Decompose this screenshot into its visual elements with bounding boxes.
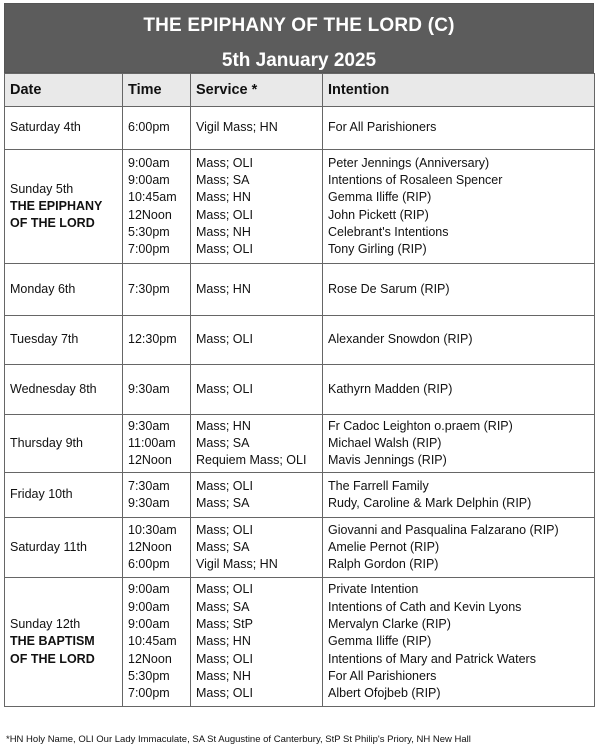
- service-value: Vigil Mass; HN: [196, 120, 278, 135]
- day-label: Saturday 4th: [10, 120, 81, 135]
- table-row: [5, 578, 595, 707]
- service-value: Mass; OLI: [196, 686, 253, 701]
- service-cell: [191, 107, 323, 150]
- service-cell: [191, 473, 323, 518]
- intention-value: For All Parishioners: [328, 120, 437, 135]
- service-value: Requiem Mass; OLI: [196, 453, 307, 468]
- date-cell: [5, 415, 123, 473]
- intention-value: For All Parishioners: [328, 668, 437, 683]
- time-value: 7:00pm: [128, 242, 170, 257]
- time-value: 5:30pm: [128, 224, 170, 239]
- intention-value: Fr Cadoc Leighton o.praem (RIP): [328, 418, 513, 433]
- service-value: Mass; SA: [196, 599, 250, 614]
- feast-label: THE EPIPHANY: [10, 198, 103, 213]
- service-value: Vigil Mass; HN: [196, 557, 278, 572]
- day-label: Sunday 5th: [10, 181, 74, 196]
- table-row: [5, 518, 595, 578]
- title-banner: [4, 3, 594, 73]
- service-value: Mass; OLI: [196, 332, 253, 347]
- time-value: 12Noon: [128, 651, 172, 666]
- col-header-intention: Intention: [323, 74, 595, 107]
- time-value: 12:30pm: [128, 332, 177, 347]
- intention-value: Intentions of Mary and Patrick Waters: [328, 651, 536, 666]
- date-cell: [5, 316, 123, 365]
- intention-cell: [323, 415, 595, 473]
- service-value: Mass; OLI: [196, 582, 253, 597]
- service-cell: [191, 150, 323, 264]
- time-value: 7:30am: [128, 478, 170, 493]
- mass-schedule: [4, 3, 594, 707]
- intention-value: Private Intention: [328, 582, 419, 597]
- intention-value: Giovanni and Pasqualina Falzarano (RIP): [328, 522, 559, 537]
- service-cell: [191, 316, 323, 365]
- time-cell: [123, 150, 191, 264]
- day-label: Saturday 11th: [10, 539, 87, 554]
- service-value: Mass; StP: [196, 617, 253, 632]
- intention-value: Peter Jennings (Anniversary): [328, 155, 490, 170]
- time-value: 12Noon: [128, 207, 172, 222]
- table-row: [5, 264, 595, 316]
- service-value: Mass; OLI: [196, 242, 253, 257]
- intention-value: Rudy, Caroline & Mark Delphin (RIP): [328, 496, 532, 510]
- table-header-row: [5, 74, 595, 107]
- date-cell: [5, 473, 123, 518]
- time-value: 9:00am: [128, 582, 170, 597]
- intention-value: Mervalyn Clarke (RIP): [328, 617, 451, 632]
- table-row: [5, 150, 595, 264]
- table-row: [5, 107, 595, 150]
- time-value: 9:30am: [128, 381, 170, 396]
- day-label: Thursday 9th: [10, 435, 83, 450]
- footnote: *HN Holy Name, OLI Our Lady Immaculate, SA St Augustine of Canterbury, StP St Philip's Priory, NH New Hall: [6, 734, 471, 745]
- table-row: [5, 316, 595, 365]
- service-value: Mass; OLI: [196, 381, 253, 396]
- feast-label: OF THE LORD: [10, 651, 95, 666]
- intention-value: Amelie Pernot (RIP): [328, 539, 440, 554]
- col-header-service: Service *: [191, 74, 323, 107]
- intention-cell: [323, 518, 595, 578]
- time-value: 6:00pm: [128, 557, 170, 572]
- time-value: 11:00am: [128, 435, 176, 450]
- time-value: 12Noon: [128, 539, 172, 554]
- intention-cell: [323, 264, 595, 316]
- intention-value: Gemma Iliffe (RIP): [328, 190, 432, 205]
- time-value: 9:00am: [128, 155, 170, 170]
- service-cell: [191, 578, 323, 707]
- intention-value: Michael Walsh (RIP): [328, 435, 442, 450]
- time-value: 9:30am: [128, 496, 170, 510]
- time-value: 7:30pm: [128, 281, 170, 296]
- page-title: THE EPIPHANY OF THE LORD (C): [143, 15, 455, 36]
- service-cell: [191, 365, 323, 415]
- intention-value: Intentions of Rosaleen Spencer: [328, 172, 503, 187]
- service-value: Mass; NH: [196, 224, 251, 239]
- day-label: Friday 10th: [10, 487, 73, 502]
- day-label: Monday 6th: [10, 281, 76, 296]
- intention-value: Mavis Jennings (RIP): [328, 453, 447, 468]
- time-value: 5:30pm: [128, 668, 170, 683]
- intention-value: Tony Girling (RIP): [328, 242, 427, 257]
- date-cell: [5, 518, 123, 578]
- service-value: Mass; OLI: [196, 478, 253, 493]
- time-value: 9:00am: [128, 599, 170, 614]
- intention-value: Gemma Iliffe (RIP): [328, 634, 432, 649]
- service-value: Mass; SA: [196, 539, 250, 554]
- intention-value: Ralph Gordon (RIP): [328, 557, 439, 572]
- time-value: 10:45am: [128, 190, 177, 205]
- time-value: 9:30am: [128, 418, 170, 433]
- time-cell: [123, 578, 191, 707]
- service-value: Mass; SA: [196, 172, 250, 187]
- date-cell: [5, 365, 123, 415]
- service-value: Mass; SA: [196, 435, 250, 450]
- intention-cell: [323, 578, 595, 707]
- service-value: Mass; SA: [196, 496, 250, 510]
- service-value: Mass; HN: [196, 418, 251, 433]
- intention-value: The Farrell Family: [328, 478, 429, 493]
- time-cell: [123, 107, 191, 150]
- service-value: Mass; HN: [196, 190, 251, 205]
- feast-label: THE BAPTISM: [10, 634, 95, 649]
- intention-cell: [323, 150, 595, 264]
- date-cell: [5, 150, 123, 264]
- time-cell: [123, 365, 191, 415]
- service-cell: [191, 518, 323, 578]
- date-cell: [5, 264, 123, 316]
- schedule-table: [4, 73, 595, 707]
- service-value: Mass; HN: [196, 281, 251, 296]
- time-value: 10:45am: [128, 634, 177, 649]
- time-value: 7:00pm: [128, 686, 170, 701]
- service-value: Mass; OLI: [196, 207, 253, 222]
- col-header-time: Time: [123, 74, 191, 107]
- service-cell: [191, 264, 323, 316]
- service-value: Mass; OLI: [196, 155, 253, 170]
- service-value: Mass; HN: [196, 634, 251, 649]
- service-value: Mass; NH: [196, 668, 251, 683]
- intention-cell: [323, 365, 595, 415]
- intention-cell: [323, 107, 595, 150]
- time-cell: [123, 518, 191, 578]
- feast-label: OF THE LORD: [10, 216, 95, 231]
- intention-cell: [323, 316, 595, 365]
- time-value: 9:00am: [128, 617, 170, 632]
- day-label: Wednesday 8th: [10, 381, 97, 396]
- time-value: 6:00pm: [128, 120, 170, 135]
- time-cell: [123, 415, 191, 473]
- service-value: Mass; OLI: [196, 522, 253, 537]
- col-header-date: Date: [5, 74, 123, 107]
- intention-value: Kathyrn Madden (RIP): [328, 381, 453, 396]
- time-cell: [123, 473, 191, 518]
- intention-value: Rose De Sarum (RIP): [328, 281, 450, 296]
- table-body: [5, 107, 595, 707]
- intention-value: John Pickett (RIP): [328, 207, 429, 222]
- date-cell: [5, 578, 123, 707]
- time-cell: [123, 264, 191, 316]
- intention-value: Intentions of Cath and Kevin Lyons: [328, 599, 522, 614]
- table-row: [5, 365, 595, 415]
- intention-cell: [323, 473, 595, 518]
- table-row: [5, 473, 595, 518]
- intention-value: Albert Ofojbeb (RIP): [328, 686, 441, 701]
- intention-value: Celebrant's Intentions: [328, 224, 449, 239]
- service-cell: [191, 415, 323, 473]
- service-value: Mass; OLI: [196, 651, 253, 666]
- day-label: Sunday 12th: [10, 617, 81, 632]
- table-row: [5, 415, 595, 473]
- time-cell: [123, 316, 191, 365]
- date-cell: [5, 107, 123, 150]
- intention-value: Alexander Snowdon (RIP): [328, 332, 473, 347]
- time-value: 12Noon: [128, 453, 172, 468]
- time-value: 9:00am: [128, 172, 170, 187]
- page-date: 5th January 2025: [221, 50, 377, 71]
- day-label: Tuesday 7th: [10, 332, 79, 347]
- time-value: 10:30am: [128, 522, 177, 537]
